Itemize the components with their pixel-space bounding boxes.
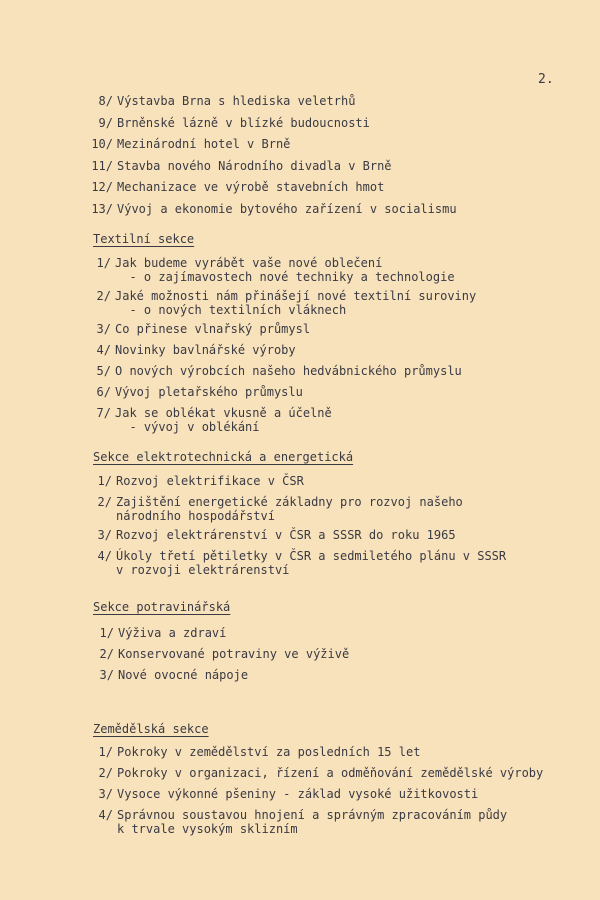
list-item xyxy=(91,137,457,151)
item-text: Brněnské lázně v blízké budoucnosti xyxy=(117,115,370,130)
list-item xyxy=(99,668,349,682)
item-number: 2/ xyxy=(99,647,114,661)
list-item xyxy=(96,406,476,434)
item-text: Vývoj a ekonomie bytového zařízení v socialismu xyxy=(117,201,457,216)
item-text: Správnou soustavou hnojení a správným zpracováním půdy xyxy=(117,808,508,822)
list-item xyxy=(98,808,543,836)
item-text: Rozvoj elektrárenství v ČSR a SSSR do roku 1965 xyxy=(116,528,456,542)
item-text: Co přinese vlnařský průmysl xyxy=(115,322,311,336)
item-number: 8/ xyxy=(98,94,113,108)
list-item xyxy=(99,647,350,661)
section-list-textile xyxy=(96,256,477,439)
item-text: Výživa a zdraví xyxy=(118,626,227,640)
section-heading-textile: Textilní sekce xyxy=(93,232,195,246)
item-number: 10/ xyxy=(91,137,113,151)
list-item xyxy=(98,94,457,108)
item-continuation: národního hospodářství xyxy=(116,509,275,523)
list-item xyxy=(97,528,506,542)
list-item xyxy=(98,787,543,801)
item-number: 4/ xyxy=(98,808,113,822)
item-continuation: - vývoj v oblékání xyxy=(115,420,260,434)
item-text: Zajištění energetické základny pro rozvoj našeho xyxy=(116,495,463,509)
item-number: 1/ xyxy=(99,626,114,640)
item-text: Výstavba Brna s hlediska veletrhů xyxy=(117,94,356,108)
item-number: 3/ xyxy=(99,668,114,682)
item-number: 1/ xyxy=(98,745,113,759)
item-number: 2/ xyxy=(96,289,111,303)
item-number: 1/ xyxy=(96,256,111,270)
list-item xyxy=(97,474,506,488)
item-text: Rozvoj elektrifikace v ČSR xyxy=(116,474,304,488)
list-item xyxy=(91,158,457,173)
item-number: 6/ xyxy=(96,385,111,399)
list-item xyxy=(96,385,476,399)
list-item xyxy=(96,322,476,336)
item-number: 11/ xyxy=(91,158,113,173)
item-number: 13/ xyxy=(91,201,113,216)
item-text: Jak budeme vyrábět vaše nové oblečení xyxy=(115,256,383,270)
item-number: 3/ xyxy=(98,787,113,801)
item-continuation: - o zajímavostech nové techniky a technologie xyxy=(115,270,455,284)
item-text: Vysoce výkonné pšeniny - základ vysoké užitkovosti xyxy=(117,787,479,801)
item-number: 4/ xyxy=(97,549,112,563)
list-item xyxy=(98,745,543,759)
list-item xyxy=(97,495,506,523)
item-text: Pokroky v zemědělství za posledních 15 let xyxy=(117,745,421,759)
item-number: 2/ xyxy=(98,766,113,780)
item-text: Mezinárodní hotel v Brně xyxy=(117,137,291,151)
item-number: 4/ xyxy=(96,343,111,357)
item-text: Nové ovocné nápoje xyxy=(118,668,249,682)
section-list-agriculture xyxy=(98,745,544,841)
item-number: 9/ xyxy=(98,115,113,130)
list-item xyxy=(98,766,544,780)
list-item xyxy=(91,180,457,194)
item-text: Stavba nového Národního divadla v Brně xyxy=(117,158,392,173)
item-continuation: k trvale vysokým sklizním xyxy=(117,822,298,836)
list-item xyxy=(96,256,476,284)
item-continuation: - o nových textilních vláknech xyxy=(115,303,347,317)
item-number: 7/ xyxy=(96,406,111,420)
list-item xyxy=(99,626,349,640)
item-number: 3/ xyxy=(97,528,112,542)
item-text: Úkoly třetí pětiletky v ČSR a sedmiletého plánu v SSSR xyxy=(116,549,507,563)
item-text: Jak se oblékat vkusně a účelně xyxy=(115,406,332,420)
item-number: 3/ xyxy=(96,322,111,336)
list-item xyxy=(97,549,507,577)
item-number: 1/ xyxy=(97,474,112,488)
item-text: Jaké možnosti nám přinášejí nové textilní suroviny xyxy=(115,289,477,303)
item-continuation: v rozvoji elektrárenství xyxy=(116,563,290,577)
item-number: 5/ xyxy=(96,364,111,378)
list-item xyxy=(98,115,457,130)
top-topic-list xyxy=(91,94,457,223)
list-item xyxy=(96,364,476,378)
item-text: O nových výrobcích našeho hedvábnického průmyslu xyxy=(115,364,462,378)
item-text: Pokroky v organizaci, řízení a odměňování zemědělské výroby xyxy=(117,766,544,780)
item-text: Novinky bavlnářské výroby xyxy=(115,343,296,357)
item-text: Konservované potraviny ve výživě xyxy=(118,647,350,661)
list-item xyxy=(96,343,476,357)
section-list-food xyxy=(99,626,350,689)
list-item xyxy=(91,201,457,216)
section-heading-electro: Sekce elektrotechnická a energetická xyxy=(93,450,354,464)
section-list-electro xyxy=(97,474,507,582)
list-item xyxy=(96,289,477,317)
page-number: 2. xyxy=(538,72,554,87)
item-number: 2/ xyxy=(97,495,112,509)
section-heading-food: Sekce potravinářská xyxy=(93,600,231,614)
item-text: Vývoj pletařského průmyslu xyxy=(115,385,303,399)
item-number: 12/ xyxy=(91,180,113,194)
item-text: Mechanizace ve výrobě stavebních hmot xyxy=(117,180,385,194)
section-heading-agriculture: Zemědělská sekce xyxy=(93,722,209,736)
